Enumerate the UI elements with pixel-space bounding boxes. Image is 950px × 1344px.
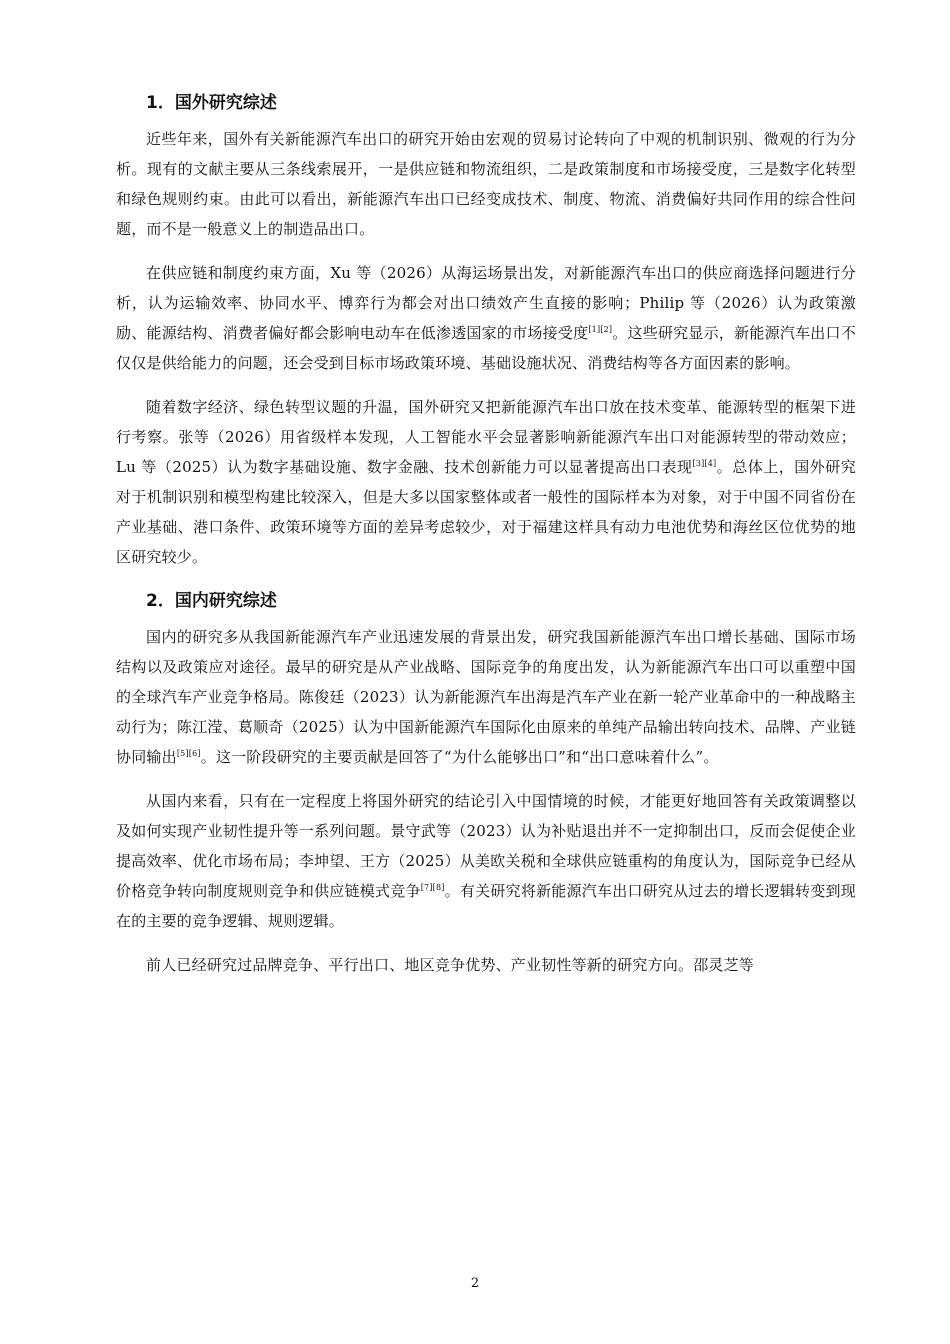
paragraph bbox=[116, 786, 856, 936]
section-heading-domestic-research: 2．国内研究综述 bbox=[146, 591, 277, 611]
document-page bbox=[116, 88, 856, 986]
paragraph-text-tail: 。这一阶段研究的主要贡献是回答了“为什么能够出口”和“出口意味着什么”。 bbox=[200, 748, 719, 766]
paragraph-text: 在供应链和制度约束方面，Xu 等（2026）从海运场景出发，对新能源汽车出口的供应商选择问题进行分析，认为运输效率、协同水平、博弈行为都会对出口绩效产生直接的影响；Philip 等（2026）认为政策激励、能源结构、消费者偏好都会影响电动车在低渗透国家的市场接受度 bbox=[116, 264, 856, 342]
paragraph-text: 国内的研究多从我国新能源汽车产业迅速发展的背景出发，研究我国新能源汽车出口增长基础、国际市场结构以及政策应对途径。最早的研究是从产业战略、国际竞争的角度出发，认为新能源汽车出口可以重塑中国的全球汽车产业竞争格局。陈俊廷（2023）认为新能源汽车出海是汽车产业在新一轮产业革命中的一种战略主动行为；陈江滢、葛顺奇（2025）认为中国新能源汽车国际化由原来的单纯产品输出转向技术、品牌、产业链协同输出 bbox=[116, 628, 856, 766]
section-heading-foreign-research: 1．国外研究综述 bbox=[146, 93, 277, 113]
paragraph-text: 从国内来看，只有在一定程度上将国外研究的结论引入中国情境的时候，才能更好地回答有关政策调整以及如何实现产业韧性提升等一系列问题。景守武等（2023）认为补贴退出并不一定抑制出口，反而会促使企业提高效率、优化市场布局；李坤望、王方（2025）从美欧关税和全球供应链重构的角度认为，国际竞争已经从价格竞争转向制度规则竞争和供应链模式竞争 bbox=[116, 792, 856, 900]
page-number: 2 bbox=[470, 1276, 480, 1291]
paragraph bbox=[116, 124, 856, 244]
paragraph-text-tail: 。总体上，国外研究对于机制识别和模型构建比较深入，但是大多以国家整体或者一般性的国际样本为对象，对于中国不同省份在产业基础、港口条件、政策环境等方面的差异考虑较少，对于福建这样具有动力电池优势和海丝区位优势的地区研究较少。 bbox=[116, 458, 856, 566]
paragraph bbox=[116, 622, 856, 772]
paragraph-text-tail: 。这些研究显示，新能源汽车出口不仅仅是供给能力的问题，还会受到目标市场政策环境、基础设施状况、消费结构等各方面因素的影响。 bbox=[116, 324, 856, 372]
citation-superscript: [3][4] bbox=[692, 459, 717, 468]
paragraph bbox=[116, 258, 856, 378]
paragraph bbox=[116, 392, 856, 572]
paragraph-text: 前人已经研究过品牌竞争、平行出口、地区竞争优势、产业韧性等新的研究方向。邵灵芝等 bbox=[146, 956, 755, 974]
citation-superscript: [7][8] bbox=[420, 883, 445, 892]
paragraph bbox=[116, 950, 856, 980]
paragraph-text-tail: 。有关研究将新能源汽车出口研究从过去的增长逻辑转变到现在的主要的竞争逻辑、规则逻辑。 bbox=[116, 882, 856, 930]
citation-superscript: [5][6] bbox=[176, 749, 201, 758]
paragraph-text: 随着数字经济、绿色转型议题的升温，国外研究又把新能源汽车出口放在技术变革、能源转型的框架下进行考察。张等（2026）用省级样本发现，人工智能水平会显著影响新能源汽车出口对能源转型的带动效应；Lu 等（2025）认为数字基础设施、数字金融、技术创新能力可以显著提高出口表现 bbox=[116, 398, 856, 476]
citation-superscript: [1][2] bbox=[588, 325, 613, 334]
paragraph-text: 近些年来，国外有关新能源汽车出口的研究开始由宏观的贸易讨论转向了中观的机制识别、微观的行为分析。现有的文献主要从三条线索展开，一是供应链和物流组织，二是政策制度和市场接受度，三是数字化转型和绿色规则约束。由此可以看出，新能源汽车出口已经变成技术、制度、物流、消费偏好共同作用的综合性问题，而不是一般意义上的制造品出口。 bbox=[116, 130, 856, 238]
